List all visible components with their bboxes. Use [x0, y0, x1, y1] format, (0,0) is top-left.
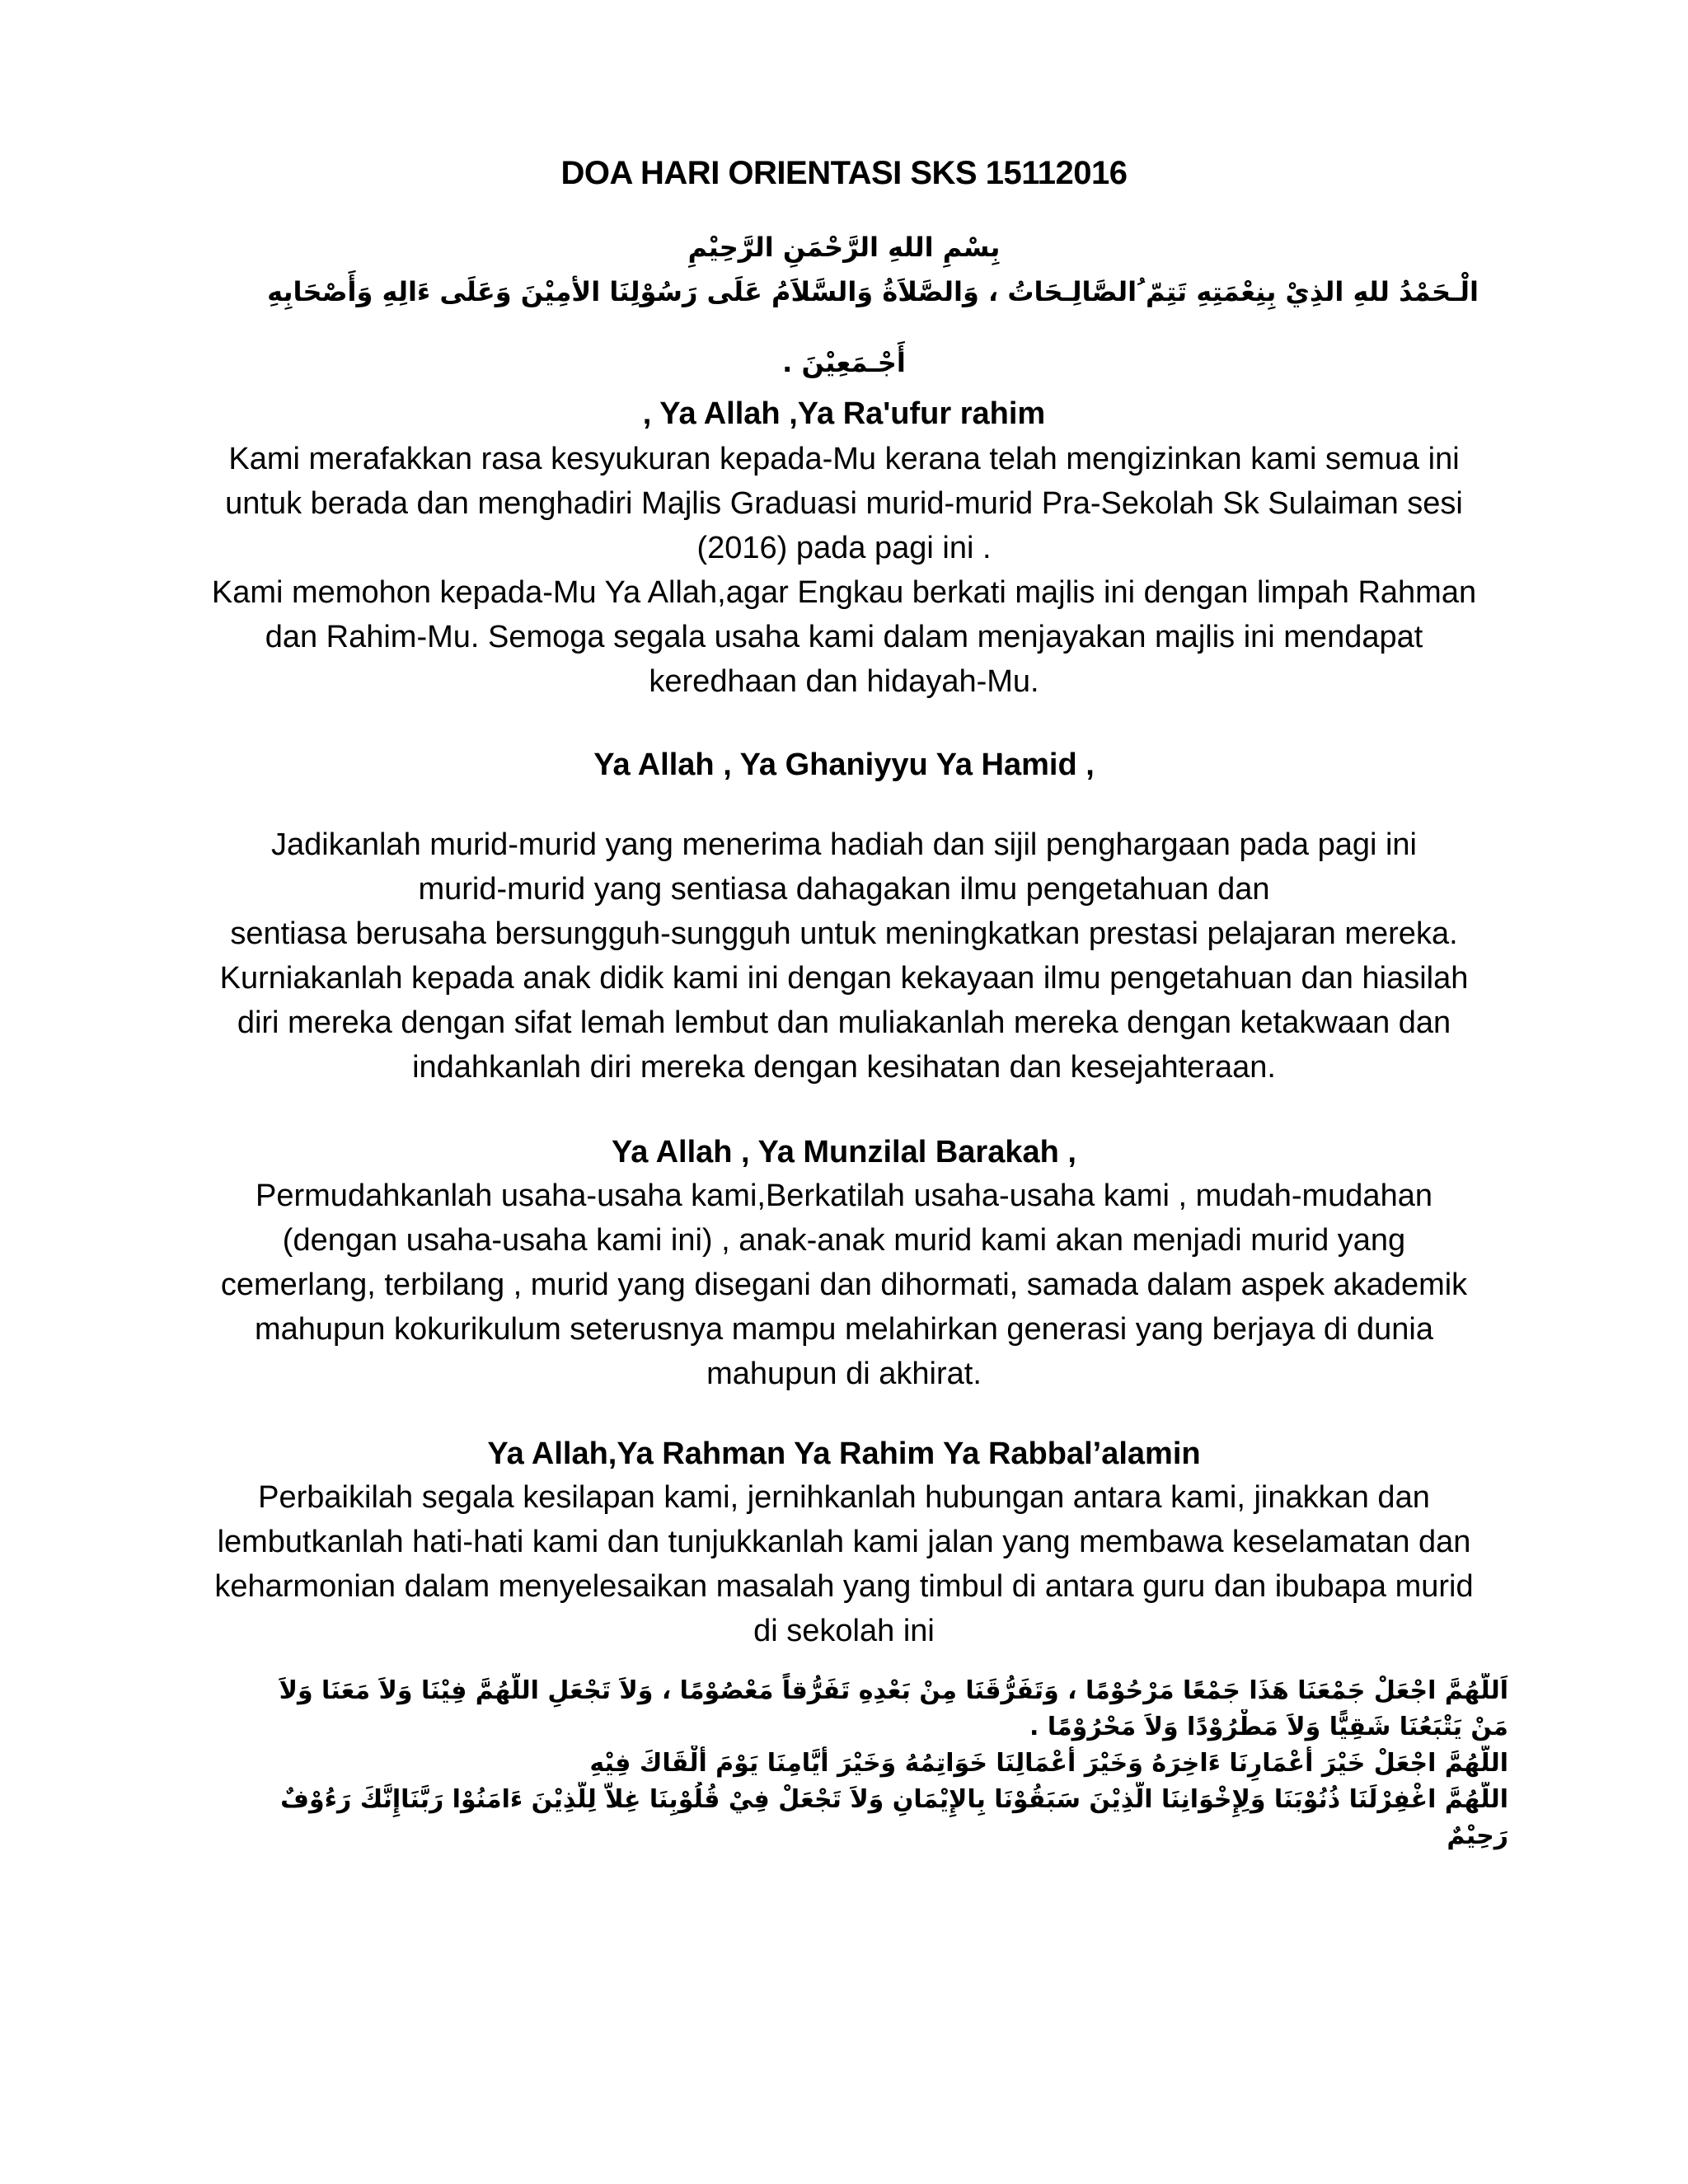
paragraph-line: keredhaan dan hidayah-Mu. [649, 664, 1039, 699]
opening-praise-line-1: الْـحَمْدُ للهِ الذِيْ بِنِعْمَتِهِ تَتِمّ ُالصَّالِـحَاتُ ، وَالصَّلاَةُ وَالسَّلاَمُ عَلَى رَسُوْلِنَا الأمِيْنَ وَعَلَى ءَالِهِ وَأَصْحَابِهِ [267, 276, 1479, 307]
paragraph-line: untuk berada dan menghadiri Majlis Graduasi murid-murid Pra-Sekolah Sk Sulaiman sesi [225, 486, 1463, 521]
paragraph-line: (dengan usaha-usaha kami ini) , anak-anak murid kami akan menjadi murid yang [282, 1223, 1406, 1258]
document-title: DOA HARI ORIENTASI SKS 15112016 [560, 155, 1128, 191]
section-4-heading: Ya Allah,Ya Rahman Ya Rahim Ya Rabbal’alamin [487, 1436, 1201, 1471]
paragraph-line: Kurniakanlah kepada anak didik kami ini dengan kekayaan ilmu pengetahuan dan hiasilah [219, 961, 1469, 996]
paragraph-line: cemerlang, terbilang , murid yang disegani dan dihormati, samada dalam aspek akademik [220, 1268, 1468, 1302]
opening-praise-line-2: أَجْـمَعِيْنَ . [782, 347, 906, 378]
bismillah: بِسْمِ اللهِ الرَّحْمَنِ الرَّحِيْمِ [687, 232, 1001, 263]
paragraph-line: dan Rahim-Mu. Semoga segala usaha kami dalam menjayakan majlis ini mendapat [265, 620, 1423, 654]
paragraph-line: lembutkanlah hati-hati kami dan tunjukkanlah kami jalan yang membawa keselamatan dan [217, 1525, 1471, 1559]
closing-dua [190, 1673, 1508, 1854]
paragraph-line: murid-murid yang sentiasa dahagakan ilmu pengetahuan dan [418, 872, 1270, 907]
paragraph-line: Jadikanlah murid-murid yang menerima hadiah dan sijil penghargaan pada pagi ini [271, 827, 1417, 862]
section-3-heading: Ya Allah , Ya Munzilal Barakah , [612, 1135, 1076, 1169]
dua-line: رَحِيْمٌ [1447, 1821, 1508, 1850]
dua-line: اللَّهُمَّ اجْعَلْ خَيْرَ أَعْمَارِنَا ءَاخِرَهُ وَخَيْرَ أَعْمَالِنَا خَوَاتِمُهُ وَخَيْرَ أَيَّامِنَا يَوْمَ أَلْقَاكَ فِيْهِ [589, 1749, 1508, 1778]
section-4-paragraph [165, 1475, 1523, 1653]
paragraph-line: indahkanlah diri mereka dengan kesihatan dan kesejahteraan. [412, 1050, 1276, 1085]
paragraph-line: mahupun di akhirat. [706, 1357, 982, 1391]
dua-line: اللَّهُمَّ اغْفِرْلَنَا ذُنُوْبَنَا وَلِإِخْوَانِنَا الَّذِيْنَ سَبَقُوْنَا بِالإِيْمَانِ وَلاَ تَجْعَلْ فِيْ قُلُوْبِنَا غِلاًّ لِلَّذِيْنَ ءَامَنُوْا رَبَّنَاإِنَّكَ رَءُوْفٌ [280, 1785, 1508, 1814]
paragraph-line: keharmonian dalam menyelesaikan masalah yang timbul di antara guru dan ibubapa murid [214, 1569, 1474, 1604]
paragraph-line: Permudahkanlah usaha-usaha kami,Berkatilah usaha-usaha kami , mudah-mudahan [256, 1179, 1432, 1213]
dua-line: اَللَّهُمَّ اجْعَلْ جَمْعَنَا هَذَا جَمْعًا مَرْحُوْمًا ، وَتَفَرُّقَنَا مِنْ بَعْدِهِ تَفَرُّقاً مَعْصُوْمًا ، وَلاَ تَجْعَلِ اللَّهُمَّ فِيْنَا وَلاَ مَعَنَا وَلاَ [279, 1676, 1508, 1705]
paragraph-line: Perbaikilah segala kesilapan kami, jernihkanlah hubungan antara kami, jinakkan dan [258, 1480, 1430, 1515]
paragraph-line: (2016) pada pagi ini . [696, 531, 992, 565]
section-3-paragraph [165, 1174, 1523, 1396]
dua-line: مَنْ يَتْبَعُنَا شَقِيًّا وَلاَ مَطْرُوْدًا وَلاَ مَحْرُوْمًا . [1029, 1713, 1508, 1741]
paragraph-line: sentiasa berusaha bersungguh-sungguh untuk meningkatkan prestasi pelajaran mereka. [230, 916, 1458, 951]
paragraph-line: mahupun kokurikulum seterusnya mampu melahirkan generasi yang berjaya di dunia [254, 1312, 1433, 1347]
section-2-heading: Ya Allah , Ya Ghaniyyu Ya Hamid , [593, 748, 1095, 782]
paragraph-line: diri mereka dengan sifat lemah lembut dan muliakanlah mereka dengan ketakwaan dan [237, 1005, 1451, 1040]
section-2-paragraph [165, 823, 1523, 1090]
section-1-paragraph [165, 437, 1523, 704]
section-1-heading: , Ya Allah ,Ya Ra'ufur rahim [642, 396, 1046, 431]
paragraph-line: Kami merafakkan rasa kesyukuran kepada-Mu kerana telah mengizinkan kami semua ini [228, 442, 1460, 476]
paragraph-line: di sekolah ini [753, 1614, 935, 1648]
paragraph-line: Kami memohon kepada-Mu Ya Allah,agar Engkau berkati majlis ini dengan limpah Rahman [211, 575, 1477, 610]
